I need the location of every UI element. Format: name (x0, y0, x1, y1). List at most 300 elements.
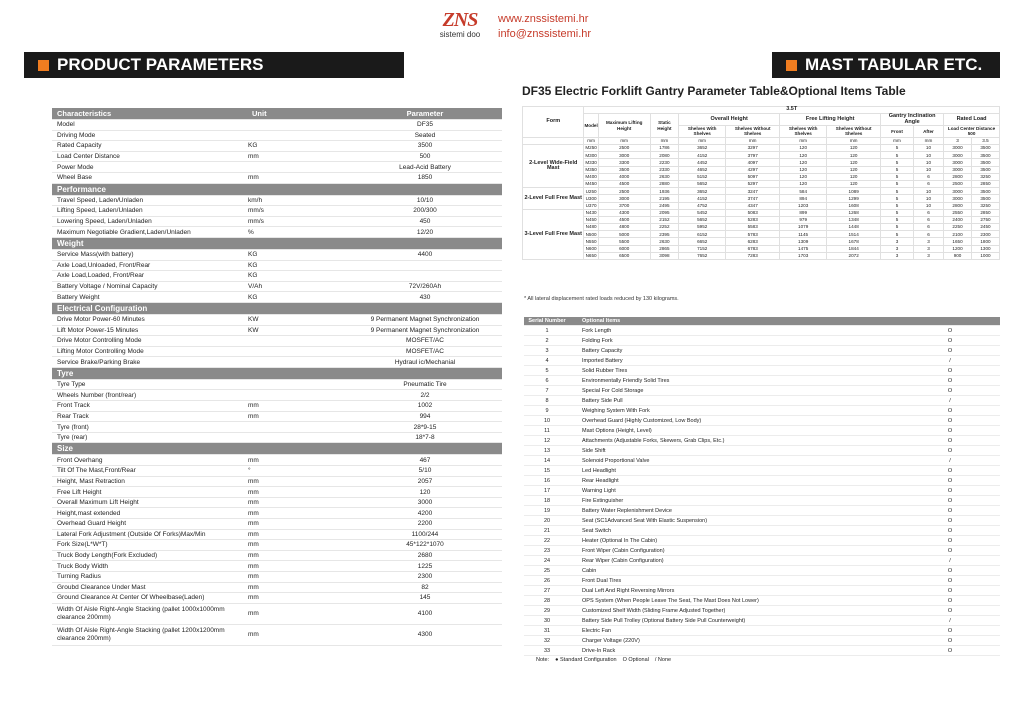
table-row (52, 530, 502, 541)
mast-cell: 5952 (679, 224, 726, 231)
mast-cell: 5152 (679, 173, 726, 180)
mast-cell: 3250 (971, 173, 999, 180)
mast-cell: 3000 (598, 195, 650, 202)
table-cell: 12/20 (416, 228, 434, 236)
option-row (524, 346, 1000, 356)
option-cell: 8 (545, 397, 549, 404)
mast-cell: 10 (913, 202, 943, 209)
mast-cell: 1200 (944, 245, 972, 252)
table-cell: 9 Permanent Magnet Synchronization (370, 316, 480, 324)
mast-cell: mm (598, 137, 650, 144)
table-cell: Width Of Aisle Right-Angle Stacking (pallet 1000x1000mm clearance 200mm) (57, 605, 225, 621)
table-cell: 1100/244 (411, 530, 439, 538)
mast-row (523, 202, 1000, 209)
logo-text: ZNS (442, 9, 478, 31)
table-cell: mm (248, 573, 259, 581)
mast-cell: 120 (780, 145, 827, 152)
option-row (524, 326, 1000, 336)
option-row (524, 596, 1000, 606)
table-cell: 45*122*1070 (406, 541, 444, 549)
table-row (52, 604, 502, 625)
option-cell: Front Dual Tires (582, 577, 622, 584)
table-cell: mm (248, 174, 259, 182)
mast-cell: 2500 (598, 188, 650, 195)
option-cell: / (949, 617, 951, 624)
mast-cell: 5583 (726, 224, 780, 231)
mast-cell: 1475 (780, 245, 827, 252)
mast-cell: 1203 (780, 202, 827, 209)
mast-cell: M450 (585, 181, 597, 187)
mast-cell: 2300 (971, 231, 999, 238)
option-cell: Rear Wiper (Cabin Configuration) (582, 557, 664, 564)
legend-note (536, 657, 671, 663)
table-row (52, 390, 502, 401)
table-cell: 2200 (417, 520, 433, 528)
table-row (52, 433, 502, 444)
table-row (52, 380, 502, 391)
option-cell: Overhead Guard (Highly Customized, Low Body) (582, 417, 702, 424)
table-cell: Truck Body Width (57, 562, 109, 570)
option-cell: O (947, 567, 953, 574)
mast-cell: 3000 (944, 188, 972, 195)
table-cell: 72V/260Ah (408, 283, 442, 291)
mast-cell: 1348 (827, 216, 881, 223)
table-cell: 5/10 (418, 467, 432, 475)
mast-cell: 5 (881, 173, 914, 180)
table-cell: mm (248, 499, 259, 507)
option-cell: Solid Rubber Tires (582, 367, 628, 374)
option-cell: O (947, 497, 953, 504)
mast-cell: 3500 (971, 159, 999, 166)
table-row (52, 131, 502, 142)
table-cell: Service Brake/Parking Brake (57, 358, 141, 366)
mast-cell: 4297 (726, 166, 780, 173)
table-cell: 2300 (417, 573, 433, 581)
mast-cell: 6500 (598, 252, 650, 259)
mast-cell: Form (523, 107, 584, 138)
mast-cell: 2250 (944, 224, 972, 231)
option-cell: 17 (543, 487, 551, 494)
mast-cell: 2880 (650, 180, 679, 187)
option-cell: OPS System (When People Leave The Seat, The Mast Does Not Lower) (582, 597, 759, 604)
option-cell: Side Shift (582, 447, 606, 454)
option-cell: / (949, 397, 951, 404)
option-cell: 5 (545, 367, 549, 374)
option-row (524, 446, 1000, 456)
mast-cell: 3 (944, 137, 972, 144)
mast-cell: 1145 (780, 231, 827, 238)
option-cell: O (947, 527, 953, 534)
option-cell: 3 (545, 347, 549, 354)
option-row (524, 506, 1000, 516)
mast-cell: 4300 (598, 209, 650, 216)
option-cell: Fork Length (582, 327, 612, 334)
table-cell: 28*9-15 (413, 423, 437, 431)
mast-cell: 6 (913, 216, 943, 223)
option-cell: 29 (543, 607, 551, 614)
option-cell: Drive-In Rack (582, 647, 616, 654)
mast-cell: 7152 (679, 245, 726, 252)
table-cell: Pneumatic Tire (403, 381, 447, 389)
option-cell: 12 (543, 437, 551, 444)
mast-cell: 2230 (650, 159, 679, 166)
option-row (524, 356, 1000, 366)
mast-cell: 3 (881, 252, 914, 259)
table-cell: Power Mode (57, 163, 94, 171)
option-row (524, 436, 1000, 446)
band-title: PRODUCT PARAMETERS (57, 55, 264, 74)
note-label: Note: (536, 657, 550, 663)
option-row (524, 406, 1000, 416)
table-cell: Truck Body Length(Fork Excluded) (57, 552, 158, 560)
option-row (524, 566, 1000, 576)
mast-cell: 4000 (598, 173, 650, 180)
mast-cell: 3500 (971, 195, 999, 202)
table-cell: Model (57, 121, 75, 129)
table-row (52, 141, 502, 152)
table-row (52, 292, 502, 303)
option-cell: O (947, 337, 953, 344)
mast-cell: After (913, 126, 943, 138)
mast-header-row (523, 114, 1000, 126)
option-cell: O (947, 597, 953, 604)
mast-cell: 3 (913, 245, 943, 252)
mast-cell: 3098 (650, 252, 679, 259)
table-row (52, 315, 502, 326)
mast-cell: 3700 (598, 202, 650, 209)
table-cell: mm (248, 402, 259, 410)
table-cell: Driving Mode (57, 131, 96, 139)
table-cell: mm (248, 509, 259, 517)
table-cell: km/h (248, 196, 263, 204)
mast-cell: N480 (585, 224, 597, 230)
mast-cell: 3797 (726, 152, 780, 159)
option-cell: Mast Options (Height, Level) (582, 427, 652, 434)
table-cell: V/Ah (248, 283, 263, 291)
option-cell: O (947, 467, 953, 474)
table-cell: Tyre (front) (57, 423, 89, 431)
table-header (52, 108, 502, 120)
mast-cell: 2395 (650, 231, 679, 238)
mast-row (523, 224, 1000, 231)
table-cell: KG (248, 142, 258, 150)
option-row (524, 396, 1000, 406)
table-cell: 450 (419, 218, 431, 226)
mast-cell: 10 (913, 152, 943, 159)
mast-row (523, 166, 1000, 173)
option-cell: O (947, 647, 953, 654)
note-none: / None (654, 657, 672, 663)
product-parameters-band (24, 52, 404, 78)
table-cell: 2/2 (420, 391, 430, 399)
option-cell: Rear Headlight (582, 477, 619, 484)
table-cell: Height, Mast Retraction (57, 477, 125, 485)
mast-cell: 5 (881, 188, 914, 195)
section-title: Electrical Configuration (57, 303, 148, 313)
mast-cell: 3000 (944, 145, 972, 152)
mast-cell: 3500 (971, 145, 999, 152)
mast-cell: 6 (913, 180, 943, 187)
table-row (52, 227, 502, 238)
option-cell: 18 (543, 497, 551, 504)
table-cell: 3500 (417, 142, 433, 150)
option-cell: Weighing System With Fork (582, 407, 650, 414)
mast-cell: 6652 (679, 238, 726, 245)
table-cell: Groubd Clearance Under Mast (57, 583, 146, 591)
mast-cell: 5 (881, 202, 914, 209)
table-row (52, 498, 502, 509)
option-cell: 16 (543, 477, 551, 484)
table-cell: KW (248, 326, 259, 334)
mast-cell: 2072 (827, 252, 881, 259)
mast-cell: Shelves Without Shelves (827, 126, 881, 138)
option-row (524, 386, 1000, 396)
mast-tabular-band (772, 52, 1000, 78)
mast-cell: 3000 (944, 159, 972, 166)
mast-cell: 3500 (598, 166, 650, 173)
table-cell: mm (248, 412, 259, 420)
table-row (52, 173, 502, 184)
mast-cell: 1786 (650, 145, 679, 152)
mast-cell: 4652 (679, 166, 726, 173)
table-row (52, 455, 502, 466)
mast-cell: U250 (585, 188, 597, 194)
mast-cell: M350 (585, 166, 597, 172)
table-cell: 10/10 (416, 196, 434, 204)
mast-cell: 1650 (944, 238, 972, 245)
table-row (52, 593, 502, 604)
mast-cell: 4752 (679, 202, 726, 209)
option-row (524, 426, 1000, 436)
table-cell: 1225 (417, 562, 433, 570)
option-cell: Seat (SC1Advanced Seat With Elastic Suspension) (582, 517, 708, 524)
mast-cell: 2800 (944, 173, 972, 180)
table-cell: mm (248, 552, 259, 560)
mast-cell: N430 (585, 210, 597, 216)
mast-cell: 5 (881, 180, 914, 187)
option-cell: 4 (545, 357, 549, 364)
orange-square-icon (38, 60, 49, 71)
mast-cell: 2400 (944, 216, 972, 223)
option-cell: 15 (543, 467, 551, 474)
mast-cell: 584 (780, 188, 827, 195)
mast-cell: 1309 (780, 238, 827, 245)
table-cell: 430 (419, 293, 431, 301)
header-cell: Parameter (406, 109, 444, 118)
option-row (524, 536, 1000, 546)
mast-row (523, 238, 1000, 245)
table-cell: Turning Radius (57, 573, 101, 581)
table-cell: Axle Load,Unloaded, Front/Rear (57, 261, 151, 269)
mast-cell: Maximum Lifting Height (598, 114, 650, 138)
mast-cell: 6152 (679, 231, 726, 238)
table-row (52, 540, 502, 551)
mast-cell: Model (584, 114, 598, 138)
note-optional: O Optional (622, 657, 649, 663)
email-link[interactable]: info@znssistemi.hr (498, 28, 592, 40)
option-cell: / (949, 357, 951, 364)
mast-cell: 2750 (971, 216, 999, 223)
option-cell: O (947, 347, 953, 354)
mast-cell: mm (726, 137, 780, 144)
table-cell: Lift Motor Power-15 Minutes (57, 326, 139, 334)
option-cell: Fire Extinguisher (582, 497, 624, 504)
mast-cell: 5 (881, 224, 914, 231)
table-cell: Tyre (rear) (57, 434, 88, 442)
mast-cell: 4452 (679, 159, 726, 166)
mast-cell: 1936 (650, 188, 679, 195)
mast-cell: 1703 (780, 252, 827, 259)
mast-cell: 1678 (827, 238, 881, 245)
option-cell: 6 (545, 377, 549, 384)
option-cell: O (947, 417, 953, 424)
table-cell: mm (248, 610, 259, 618)
mast-cell: 5 (881, 209, 914, 216)
table-row (52, 583, 502, 594)
table-cell: Load Center Distance (57, 153, 120, 161)
mast-cell: Load Center Distance 500 (944, 126, 1000, 138)
option-cell: Battery Capacity (582, 347, 623, 354)
table-row (52, 477, 502, 488)
option-row (524, 636, 1000, 646)
option-cell: 2 (545, 337, 549, 344)
website-link[interactable]: www.znssistemi.hr (498, 13, 589, 25)
option-cell: O (947, 507, 953, 514)
mast-cell: 3297 (726, 145, 780, 152)
mast-cell: M400 (585, 174, 597, 180)
mast-cell: 2495 (650, 202, 679, 209)
option-row (524, 336, 1000, 346)
option-cell: 10 (543, 417, 551, 424)
table-cell: Battery Weight (57, 293, 100, 301)
option-cell: Cabin (582, 567, 597, 574)
mast-cell: Shelves Without Shelves (726, 126, 780, 138)
mast-cell: 5783 (726, 231, 780, 238)
mast-cell: 1268 (827, 209, 881, 216)
mast-cell: 5 (881, 231, 914, 238)
table-cell: mm (248, 477, 259, 485)
table-cell: mm (248, 153, 259, 161)
option-cell: Environmentally Friendly Solid Tires (582, 377, 670, 384)
mast-cell: mm (650, 137, 679, 144)
option-cell: O (947, 447, 953, 454)
mast-cell: M330 (585, 159, 597, 165)
optional-items-table (524, 317, 1000, 656)
option-row (524, 616, 1000, 626)
section-title: Size (57, 444, 74, 454)
mast-cell: 5 (881, 216, 914, 223)
table-row (52, 561, 502, 572)
table-cell: Travel Speed, Laden/Unladen (57, 196, 144, 204)
mast-cell: 120 (780, 152, 827, 159)
section-header (52, 184, 502, 196)
mast-cell: mm (584, 137, 598, 144)
mast-row (523, 145, 1000, 152)
mast-cell: N500 (585, 231, 597, 237)
table-cell: KG (248, 272, 258, 280)
option-cell: 23 (543, 547, 551, 554)
mast-cell: U370 (585, 202, 597, 208)
mast-cell: 2252 (650, 224, 679, 231)
mast-cell: 1000 (971, 252, 999, 259)
mast-cell: 6000 (598, 245, 650, 252)
option-cell: Dual Left And Right Reversing Mirrors (582, 587, 675, 594)
mast-cell: 120 (827, 159, 881, 166)
mast-cell: 120 (780, 166, 827, 173)
table-cell: Rated Capacity (57, 142, 102, 150)
table-cell: 82 (421, 583, 429, 591)
mast-cell: M300 (585, 152, 597, 158)
option-cell: O (947, 577, 953, 584)
option-cell: 14 (543, 457, 551, 464)
mast-cell: 5652 (679, 180, 726, 187)
option-cell: O (947, 387, 953, 394)
mast-cell: M250 (585, 145, 597, 151)
option-cell: Battery Side Pull (582, 397, 623, 404)
band-title: MAST TABULAR ETC. (805, 55, 983, 74)
mast-cell: 3.5T (584, 107, 1000, 114)
table-cell: 500 (419, 153, 431, 161)
option-cell: 1 (545, 327, 549, 334)
option-cell: O (947, 407, 953, 414)
mast-cell: 6 (913, 231, 943, 238)
table-cell: Height,mast extended (57, 509, 121, 517)
option-row (524, 546, 1000, 556)
table-cell: mm (248, 456, 259, 464)
table-cell: 145 (419, 594, 431, 602)
option-cell: O (947, 637, 953, 644)
mast-cell: 2800 (944, 202, 972, 209)
table-row (52, 271, 502, 282)
mast-cell: Front (881, 126, 914, 138)
table-row (52, 261, 502, 272)
mast-cell: 3.5 (971, 137, 999, 144)
mast-cell: 6783 (726, 245, 780, 252)
option-row (524, 576, 1000, 586)
mast-cell: 5 (881, 159, 914, 166)
table-cell: mm/s (248, 218, 264, 226)
option-cell: 13 (543, 447, 551, 454)
option-cell: Attachments (Adjustable Forks, Skewers, Grab Clips, Etc.) (582, 437, 725, 444)
option-cell: Battery Side Pull Trolley (Optional Battery Side Pull Counterweight) (582, 617, 746, 624)
option-cell: 7 (545, 387, 549, 394)
option-cell: Imported Battery (582, 357, 623, 364)
option-cell: 31 (543, 627, 551, 634)
mast-cell: N550 (585, 238, 597, 244)
mast-cell: 120 (827, 180, 881, 187)
option-cell: Front Wiper (Cabin Configuration) (582, 547, 665, 554)
mast-cell: 120 (780, 159, 827, 166)
table-cell: Tyre Type (57, 381, 86, 389)
table-cell: mm (248, 541, 259, 549)
option-row (524, 526, 1000, 536)
table-cell: 3000 (417, 499, 433, 507)
table-row (52, 572, 502, 583)
option-row (524, 416, 1000, 426)
mast-cell: U300 (585, 195, 597, 201)
mast-cell: 5 (881, 152, 914, 159)
table-cell: mm (248, 520, 259, 528)
table-cell: Tilt Of The Mast,Front/Rear (57, 467, 136, 475)
mast-cell: 1299 (827, 195, 881, 202)
mast-cell: 4800 (598, 224, 650, 231)
option-cell: 32 (543, 637, 551, 644)
option-cell: Warning Light (582, 487, 616, 494)
table-row (52, 357, 502, 368)
mast-cell: 2850 (971, 209, 999, 216)
option-cell: Folding Fork (582, 337, 613, 344)
table-cell: MOSFET/AC (406, 347, 444, 355)
